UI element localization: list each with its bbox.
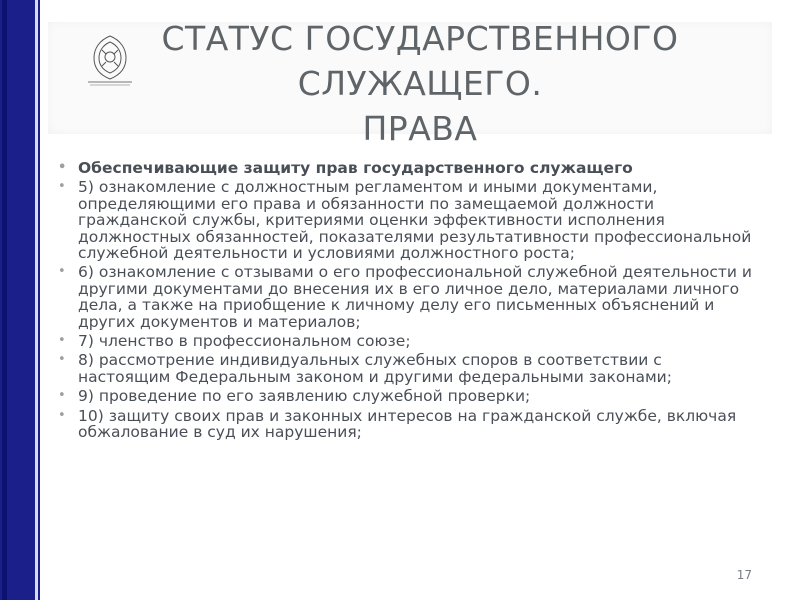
list-item-text: 8) рассмотрение индивидуальных служебных споров в соответствии с настоящим Федеральным законом и другими федеральными законами; [78, 351, 672, 386]
list-item-text: 7) членство в профессиональном союзе; [78, 332, 411, 351]
list-item-text: Обеспечивающие защиту прав государственного служащего [78, 159, 633, 177]
bullet-icon: • [58, 160, 67, 175]
list-item [56, 160, 756, 176]
list-item-text: 6) ознакомление с отзывами о его профессиональной служебной деятельности и другими документами до внесения их в его личное дело, материалами личного дела, а также на приобщение к личному делу его письменных объяснений и других документов и материалов; [78, 263, 752, 331]
left-accent-bar [0, 0, 40, 600]
bullet-icon: • [58, 333, 66, 349]
bullet-icon: • [58, 264, 66, 280]
list-item-text: 9) проведение по его заявлению служебной проверки; [78, 387, 531, 406]
title-line-2: СЛУЖАЩЕГО. [297, 64, 543, 103]
slide-number: 17 [736, 568, 752, 582]
list-item [56, 352, 756, 385]
left-accent-line [35, 0, 38, 600]
bullet-icon: • [58, 388, 66, 404]
title-line-1: СТАТУС ГОСУДАРСТВЕННОГО [161, 19, 679, 58]
list-item-text: 5) ознакомление с должностным регламентом и иными документами, определяющими его права и обязанности по замещаемой должности гражданской службы, критериями оценки эффективности исполнения должностных обязанностей, показателями результативности профессиональной служебной деятельности и условиями должностного роста; [78, 178, 752, 263]
bullet-icon: • [58, 179, 66, 195]
content-list [56, 160, 756, 444]
bullet-icon: • [58, 352, 66, 368]
bullet-icon: • [58, 407, 66, 423]
list-item [56, 388, 756, 404]
list-item [56, 264, 756, 330]
list-item [56, 408, 756, 441]
title-line-3: ПРАВА [362, 109, 478, 148]
list-item [56, 179, 756, 261]
list-item [56, 333, 756, 349]
list-item-text: 10) защиту своих прав и законных интересов на гражданской службе, включая обжалование в суд их нарушения; [78, 406, 737, 442]
slide-title [120, 16, 720, 151]
